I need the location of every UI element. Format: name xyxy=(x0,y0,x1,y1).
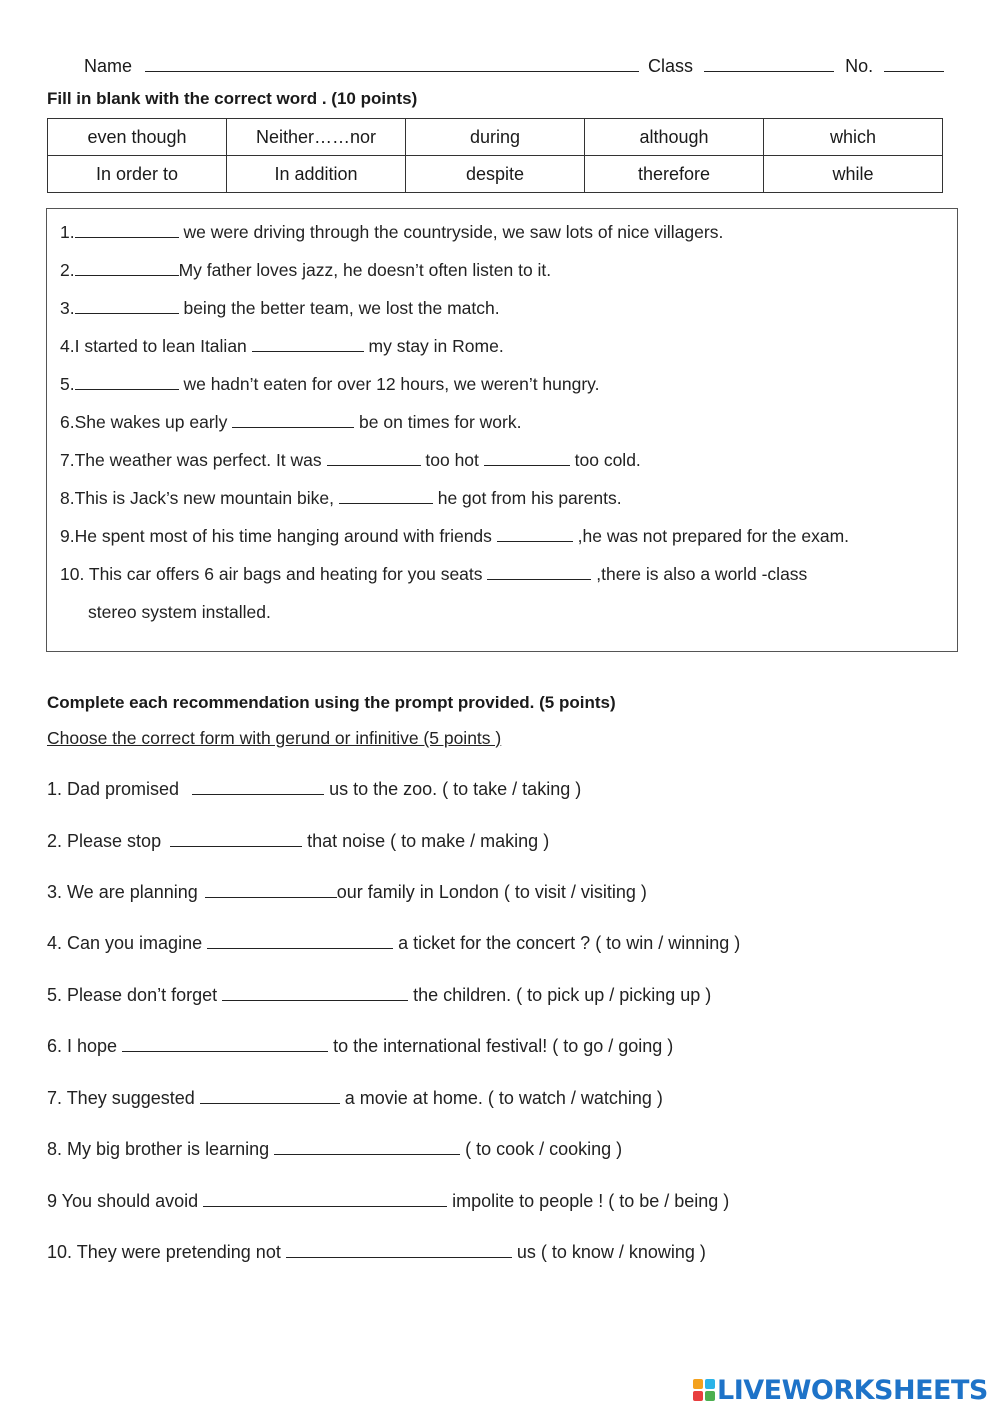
sentence-8 xyxy=(60,488,622,509)
sentence-text: stereo system installed. xyxy=(88,602,271,622)
sentence-2 xyxy=(60,260,551,281)
item-text: 2. Please stop xyxy=(47,831,167,851)
sentence-text: ,he was not prepared for the exam. xyxy=(572,526,850,546)
section2-subtitle: Choose the correct form with gerund or infinitive (5 points ) xyxy=(47,728,502,748)
section1-title: Fill in blank with the correct word . (10 points) xyxy=(47,89,418,108)
item-text: 3. We are planning xyxy=(47,882,203,902)
answer-blank[interactable] xyxy=(286,1242,512,1258)
answer-blank[interactable] xyxy=(232,412,354,428)
sentence-text: too hot xyxy=(420,450,484,470)
item-text: 5. Please don’t forget xyxy=(47,985,223,1005)
item-text: 7. They suggested xyxy=(47,1088,200,1108)
sentence-text: too cold. xyxy=(569,450,641,470)
sentence-1 xyxy=(60,222,723,243)
word-bank-cell: despite xyxy=(406,156,585,193)
item-text: 9 You should avoid xyxy=(47,1191,204,1211)
sentence-10-continued xyxy=(88,602,271,623)
item-text: 10. They were pretending not xyxy=(47,1242,286,1262)
word-bank-cell: while xyxy=(764,156,943,193)
sentence-text: we hadn’t eaten for over 12 hours, we weren’t hungry. xyxy=(178,374,600,394)
word-bank-cell: In addition xyxy=(227,156,406,193)
item-text: to the international festival! ( to go / going ) xyxy=(328,1036,674,1056)
item-text: a ticket for the concert ? ( to win / winning ) xyxy=(393,933,741,953)
answer-blank[interactable] xyxy=(274,1139,460,1155)
sentence-9 xyxy=(60,526,849,547)
answer-blank[interactable] xyxy=(207,933,393,949)
gerund-item-1 xyxy=(47,779,581,800)
sentence-text: my stay in Rome. xyxy=(363,336,504,356)
answer-blank[interactable] xyxy=(252,336,364,352)
answer-blank[interactable] xyxy=(487,564,591,580)
sentence-text: 8.This is Jack’s new mountain bike, xyxy=(60,488,339,508)
answer-blank[interactable] xyxy=(170,831,302,847)
sentence-text: 1. xyxy=(60,222,75,242)
item-text: that noise ( to make / making ) xyxy=(302,831,550,851)
word-bank-table xyxy=(47,118,943,193)
name-label: Name xyxy=(84,56,133,76)
sentence-text: 10. This car offers 6 air bags and heating for you seats xyxy=(60,564,488,584)
word-bank-row xyxy=(48,156,943,193)
word-bank-cell: although xyxy=(585,119,764,156)
item-text: 4. Can you imagine xyxy=(47,933,208,953)
answer-blank[interactable] xyxy=(75,374,179,390)
gerund-item-9 xyxy=(47,1191,729,1212)
gerund-item-4 xyxy=(47,933,740,954)
sentence-4 xyxy=(60,336,504,357)
word-bank-cell: even though xyxy=(48,119,227,156)
sentence-text: being the better team, we lost the match. xyxy=(178,298,500,318)
gerund-item-10 xyxy=(47,1242,706,1263)
word-bank-cell: therefore xyxy=(585,156,764,193)
gerund-item-3 xyxy=(47,882,647,903)
sentence-text: 5. xyxy=(60,374,75,394)
item-text: us to the zoo. ( to take / taking ) xyxy=(324,779,582,799)
sentence-text: 4.I started to lean Italian xyxy=(60,336,252,356)
sentence-text: we were driving through the countryside, we saw lots of nice villagers. xyxy=(178,222,724,242)
sentence-text: be on times for work. xyxy=(354,412,522,432)
sentence-text: 9.He spent most of his time hanging around with friends xyxy=(60,526,497,546)
logo-text: LIVEWORKSHEETS xyxy=(717,1374,988,1406)
class-field[interactable] xyxy=(704,53,834,72)
answer-blank[interactable] xyxy=(484,450,570,466)
word-bank-row xyxy=(48,119,943,156)
word-bank-cell: during xyxy=(406,119,585,156)
sentence-text: My father loves jazz, he doesn’t often listen to it. xyxy=(178,260,552,280)
answer-blank[interactable] xyxy=(222,985,408,1001)
item-text: us ( to know / knowing ) xyxy=(511,1242,706,1262)
answer-blank[interactable] xyxy=(339,488,433,504)
item-text: 1. Dad promised xyxy=(47,779,185,799)
item-text: ( to cook / cooking ) xyxy=(460,1139,623,1159)
class-label: Class xyxy=(648,56,694,76)
sentence-text: he got from his parents. xyxy=(432,488,622,508)
item-text: impolite to people ! ( to be / being ) xyxy=(447,1191,730,1211)
answer-blank[interactable] xyxy=(192,779,324,795)
sentence-text: 7.The weather was perfect. It was xyxy=(60,450,327,470)
sentence-3 xyxy=(60,298,500,319)
item-text: the children. ( to pick up / picking up ) xyxy=(408,985,712,1005)
sentence-10 xyxy=(60,564,807,585)
sentence-text: 2. xyxy=(60,260,75,280)
gerund-item-7 xyxy=(47,1088,663,1109)
sentence-5 xyxy=(60,374,600,395)
no-label: No. xyxy=(845,56,874,76)
sentence-text: 6.She wakes up early xyxy=(60,412,233,432)
sentence-text: 3. xyxy=(60,298,75,318)
liveworksheets-logo xyxy=(693,1375,988,1405)
answer-blank[interactable] xyxy=(75,222,179,238)
answer-blank[interactable] xyxy=(75,298,179,314)
word-bank-cell: which xyxy=(764,119,943,156)
name-row xyxy=(84,53,944,77)
item-text: our family in London ( to visit / visiting ) xyxy=(336,882,647,902)
answer-blank[interactable] xyxy=(122,1036,328,1052)
logo-blocks-icon xyxy=(693,1379,715,1401)
name-field[interactable] xyxy=(145,53,639,72)
item-text: a movie at home. ( to watch / watching ) xyxy=(339,1088,663,1108)
item-text: 8. My big brother is learning xyxy=(47,1139,275,1159)
answer-blank[interactable] xyxy=(203,1191,447,1207)
word-bank-cell: In order to xyxy=(48,156,227,193)
gerund-item-2 xyxy=(47,831,549,852)
answer-blank[interactable] xyxy=(327,450,421,466)
gerund-item-6 xyxy=(47,1036,673,1057)
answer-blank[interactable] xyxy=(75,260,179,276)
answer-blank[interactable] xyxy=(200,1088,340,1104)
gerund-item-5 xyxy=(47,985,711,1006)
answer-blank[interactable] xyxy=(497,526,573,542)
item-text: 6. I hope xyxy=(47,1036,123,1056)
gerund-item-8 xyxy=(47,1139,622,1160)
number-field[interactable] xyxy=(884,53,944,72)
sentence-7 xyxy=(60,450,641,471)
answer-blank[interactable] xyxy=(205,882,337,898)
sentence-6 xyxy=(60,412,521,433)
word-bank-cell: Neither……nor xyxy=(227,119,406,156)
section2-title: Complete each recommendation using the prompt provided. (5 points) xyxy=(47,693,616,712)
sentence-text: ,there is also a world -class xyxy=(591,564,808,584)
